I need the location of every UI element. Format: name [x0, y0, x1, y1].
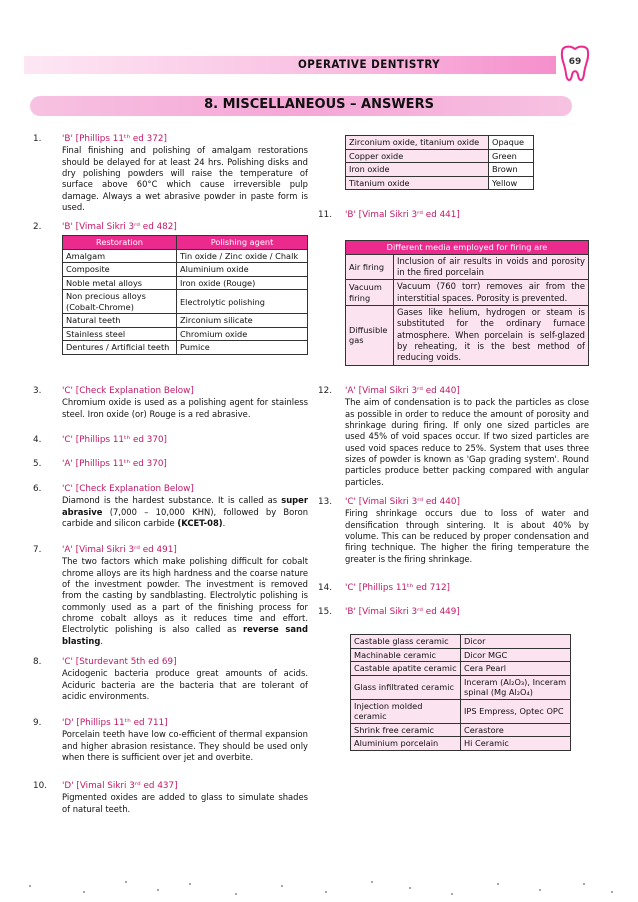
answer-number: 11. [318, 210, 332, 220]
answer-number: 4. [33, 435, 42, 445]
answer-13 [345, 497, 589, 565]
table-row [346, 149, 534, 163]
answer-9 [62, 718, 308, 763]
table-cell: Tin oxide / Zinc oxide / Chalk [177, 249, 308, 263]
table-cell: Titanium oxide [346, 176, 489, 190]
restoration-table [62, 235, 308, 355]
page-number: 69 [568, 57, 582, 67]
table-row [63, 327, 308, 341]
answer-text: Porcelain teeth have low co-efficient of thermal expansion and higher abrasion resistance. They should be used only when there is sufficient over jet and overbite. [62, 729, 308, 762]
answer-1 [62, 134, 308, 213]
table-row [63, 276, 308, 290]
table-cell: Dicor [461, 635, 571, 649]
table-cell: Stainless steel [63, 327, 177, 341]
table-row [346, 254, 589, 280]
answer-ref: 'C' [Vimal Sikri 3ʳᵈ ed 440] [345, 497, 460, 507]
table-row [351, 675, 571, 699]
table-cell: Natural teeth [63, 314, 177, 328]
table-cell: Cerastore [461, 723, 571, 737]
table-cell: Yellow [489, 176, 534, 190]
table-cell: Dentures / Artificial teeth [63, 341, 177, 355]
answer-12 [345, 386, 589, 488]
table-cell: Non precious alloys (Cobalt-Chrome) [63, 290, 177, 314]
bold-term: super abrasive [62, 495, 308, 517]
answer-ref: 'A' [Vimal Sikri 3ʳᵈ ed 491] [62, 545, 177, 555]
oxide-color-table [345, 135, 534, 190]
table-cell: Injection molded ceramic [351, 699, 461, 723]
table-cell: Machinable ceramic [351, 648, 461, 662]
table-row [63, 290, 308, 314]
table-cell: Zirconium oxide, titanium oxide [346, 136, 489, 150]
table-cell: Composite [63, 263, 177, 277]
table-cell: Zirconium silicate [177, 314, 308, 328]
decorative-dots [0, 872, 638, 902]
answer-ref: 'D' [Phillips 11ᵗʰ ed 711] [62, 718, 168, 728]
answer-number: 10. [33, 781, 47, 791]
text-span: Diamond is the hardest substance. It is called as [62, 495, 282, 506]
answer-number: 1. [33, 134, 42, 144]
table-cell: Cera Pearl [461, 662, 571, 676]
answer-text: Final finishing and polishing of amalgam restorations should be delayed for at least 24 hrs. Polishing disks and dry polishing powders will raise the temperature of surface above 60°C which cause irreversible pulp damage. Always a wet abrasive powder in paste form is used. [62, 145, 308, 212]
bold-term: reverse sand blasting [62, 624, 308, 646]
answer-2 [62, 222, 312, 355]
text-span: The two factors which make polishing difficult for cobalt chrome alloys are its high hardness and the coarse nature of the investment powder. The investment is removed from the casting by sandblasting. Electrolytic polishing is commonly used as a part of the finishing process for chrome cobalt alloys as it reduces time and effort. Electrolytic polishing is also called as [62, 556, 308, 635]
answer-ref: 'C' [Check Explanation Below] [62, 484, 194, 494]
text-span: (7,000 – 10,000 KHN), followed by Boron carbide and silicon carbide [62, 506, 308, 528]
table-cell: Electrolytic polishing [177, 290, 308, 314]
table-cell: Aluminium porcelain [351, 737, 461, 751]
answer-ref: 'C' [Sturdevant 5th ed 69] [62, 657, 177, 667]
table-row [346, 136, 534, 150]
table-header: Restoration [63, 236, 177, 250]
answer-number: 3. [33, 386, 42, 396]
answer-11-ref: 'B' [Vimal Sikri 3ʳᵈ ed 441] [345, 210, 460, 220]
table-cell: Copper oxide [346, 149, 489, 163]
answer-number: 2. [33, 222, 42, 232]
table-header: Polishing agent [177, 236, 308, 250]
table-cell: Amalgam [63, 249, 177, 263]
firing-media-table [345, 240, 589, 366]
table-row [63, 341, 308, 355]
table-cell: Vacuum (760 torr) removes air from the interstitial spaces. Porosity is prevented. [394, 280, 589, 306]
answer-number: 8. [33, 657, 42, 667]
table-row [63, 249, 308, 263]
answer-14-ref: 'C' [Phillips 11ᵗʰ ed 712] [345, 583, 450, 593]
table-cell: Opaque [489, 136, 534, 150]
answer-ref: 'C' [Check Explanation Below] [62, 386, 194, 396]
answer-ref: 'A' [Vimal Sikri 3ʳᵈ ed 440] [345, 386, 460, 396]
answer-number: 5. [33, 459, 42, 469]
answer-text: Acidogenic bacteria produce great amounts of acids. Aciduric bacteria are the bacteria that are tolerant of acidic environments. [62, 668, 308, 701]
table-row [351, 635, 571, 649]
text-span: . [100, 635, 104, 646]
table-row [63, 263, 308, 277]
table-row [346, 280, 589, 306]
answer-6 [62, 484, 308, 529]
table-cell: Inclusion of air results in voids and porosity in the fired porcelain [394, 254, 589, 280]
answer-15-ref: 'B' [Vimal Sikri 3ʳᵈ ed 449] [345, 607, 460, 617]
table-row [351, 723, 571, 737]
table-cell: Shrink free ceramic [351, 723, 461, 737]
table-cell: Brown [489, 163, 534, 177]
table-cell: Iron oxide (Rouge) [177, 276, 308, 290]
answer-text [62, 556, 308, 647]
answer-text: Pigmented oxides are added to glass to simulate shades of natural teeth. [62, 792, 308, 814]
header-bar [24, 56, 556, 74]
answer-number: 14. [318, 583, 332, 593]
table-cell: Green [489, 149, 534, 163]
table-cell: Chromium oxide [177, 327, 308, 341]
table-cell: Iron oxide [346, 163, 489, 177]
table-cell: Glass infiltrated ceramic [351, 675, 461, 699]
answer-10 [62, 781, 308, 815]
table-row [63, 314, 308, 328]
section-title: 8. MISCELLANEOUS – ANSWERS [204, 97, 434, 112]
answer-number: 9. [33, 718, 42, 728]
answer-text: Chromium oxide is used as a polishing agent for stainless steel. Iron oxide (or) Rouge is a red abrasive. [62, 397, 308, 419]
answer-number: 6. [33, 484, 42, 494]
table-cell: Gases like helium, hydrogen or steam is substituted for the ordinary furnace atmosphere. When porcelain is self-glazed by reheating, it is the best method of reducing voids. [394, 305, 589, 365]
table-cell: Aluminium oxide [177, 263, 308, 277]
answer-ref: 'B' [Vimal Sikri 3ʳᵈ ed 482] [62, 222, 177, 232]
answer-number: 7. [33, 545, 42, 555]
answer-number: 13. [318, 497, 332, 507]
table-row [346, 163, 534, 177]
table-cell: Noble metal alloys [63, 276, 177, 290]
bold-term: (KCET-08) [177, 517, 223, 528]
table-cell: Diffusible gas [346, 305, 394, 365]
answer-ref: 'D' [Vimal Sikri 3ʳᵈ ed 437] [62, 781, 178, 791]
table-row [351, 737, 571, 751]
answer-8 [62, 657, 308, 702]
table-row [351, 662, 571, 676]
header-title: OPERATIVE DENTISTRY [298, 57, 441, 71]
answer-ref: 'B' [Phillips 11ᵗʰ ed 372] [62, 134, 167, 144]
table-row [346, 305, 589, 365]
answer-5-ref: 'A' [Phillips 11ᵗʰ ed 370] [62, 459, 167, 469]
ceramic-table [350, 634, 571, 751]
table-row [346, 176, 534, 190]
answer-4-ref: 'C' [Phillips 11ᵗʰ ed 370] [62, 435, 167, 445]
text-span: . [222, 517, 226, 528]
table-cell: Inceram (Al₂O₃), Inceram spinal (Mg Al₂O₄) [461, 675, 571, 699]
answer-text: The aim of condensation is to pack the particles as close as possible in order to reduce the amount of porosity and shrinkage during firing. If only one sized particles are used 45% of void spaces occur. If two sized particles are used void spaces reduce to 25%. System that uses three sizes of powder is known as 'Gap grading system'. Round particles produce better packing compared with angular particles. [345, 397, 589, 487]
table-cell: Pumice [177, 341, 308, 355]
answer-text: Firing shrinkage occurs due to loss of water and densification through sintering. It is about 40% by volume. This can be reduced by proper condensation and firing technique. The higher the firing temperature the greater is the firing shrinkage. [345, 508, 589, 564]
table-row [351, 648, 571, 662]
answer-number: 12. [318, 386, 332, 396]
table-cell: Castable apatite ceramic [351, 662, 461, 676]
table-cell: Air firing [346, 254, 394, 280]
table-cell: IPS Empress, Optec OPC [461, 699, 571, 723]
table-cell: Hi Ceramic [461, 737, 571, 751]
table-header: Different media employed for firing are [346, 241, 589, 255]
answer-7 [62, 545, 308, 647]
table-cell: Dicor MGC [461, 648, 571, 662]
table-cell: Castable glass ceramic [351, 635, 461, 649]
answer-3 [62, 386, 308, 420]
answer-text [62, 495, 308, 529]
table-row [351, 699, 571, 723]
answer-number: 15. [318, 607, 332, 617]
table-cell: Vacuum firing [346, 280, 394, 306]
